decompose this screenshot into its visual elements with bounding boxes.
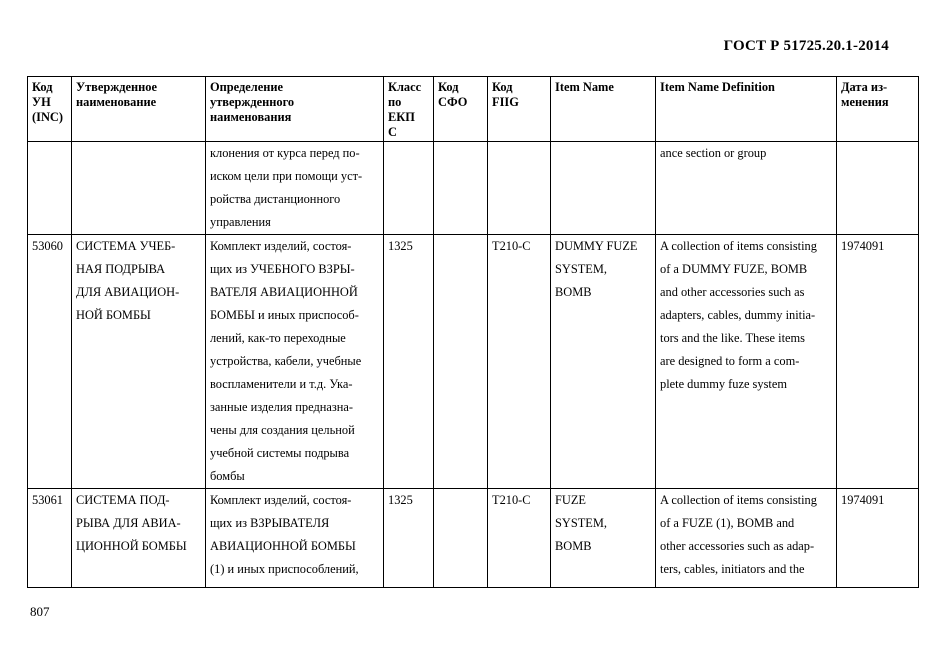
cell-fiig-code	[488, 142, 551, 235]
cell-item-name	[551, 142, 656, 235]
page-number: 807	[30, 604, 50, 619]
header-inc-code: Код УН (INC)	[28, 77, 72, 142]
header-name-definition-ru: Определение утвержденного наименования	[206, 77, 384, 142]
cell-inc-code	[28, 142, 72, 235]
cell-sfo-code	[434, 489, 488, 588]
cell-name-definition-ru: Комплект изделий, состоя- щих из УЧЕБНОГО ВЗРЫ- ВАТЕЛЯ АВИАЦИОННОЙ БОМБЫ и иных приспособ- лений, как-то переходные устройства, кабели, учебные воспламенители и т.д. Ука- занные изделия предназна- чены для создания цельной учебной системы подрыва бомбы	[206, 235, 384, 489]
cell-ekps-class: 1325	[384, 489, 434, 588]
header-item-name-definition: Item Name Definition	[656, 77, 837, 142]
cell-name-definition-ru: Комплект изделий, состоя- щих из ВЗРЫВАТЕЛЯ АВИАЦИОННОЙ БОМБЫ (1) и иных приспособлений,	[206, 489, 384, 588]
cell-fiig-code: T210-C	[488, 489, 551, 588]
cell-change-date: 1974091	[837, 235, 919, 489]
header-sfo-code: Код СФО	[434, 77, 488, 142]
header-ekps-class: Класс по ЕКП С	[384, 77, 434, 142]
cell-item-name-definition: A collection of items consisting of a FUZE (1), BOMB and other accessories such as adap- ters, cables, initiators and the	[656, 489, 837, 588]
cell-approved-name	[72, 142, 206, 235]
table-row	[28, 235, 919, 489]
document-standard-number: ГОСТ Р 51725.20.1-2014	[723, 38, 889, 54]
cell-change-date	[837, 142, 919, 235]
header-fiig-code: Код FIIG	[488, 77, 551, 142]
header-item-name: Item Name	[551, 77, 656, 142]
cell-item-name: DUMMY FUZE SYSTEM, BOMB	[551, 235, 656, 489]
cell-approved-name: СИСТЕМА ПОД- РЫВА ДЛЯ АВИА- ЦИОННОЙ БОМБЫ	[72, 489, 206, 588]
table-row	[28, 142, 919, 235]
classification-table	[27, 76, 919, 588]
header-change-date: Дата из- менения	[837, 77, 919, 142]
header-approved-name: Утвержденное наименование	[72, 77, 206, 142]
cell-name-definition-ru: клонения от курса перед по- иском цели при помощи уст- ройства дистанционного управления	[206, 142, 384, 235]
cell-item-name: FUZE SYSTEM, BOMB	[551, 489, 656, 588]
cell-ekps-class	[384, 142, 434, 235]
table-row	[28, 489, 919, 588]
cell-sfo-code	[434, 142, 488, 235]
cell-ekps-class: 1325	[384, 235, 434, 489]
cell-fiig-code: T210-C	[488, 235, 551, 489]
cell-inc-code: 53061	[28, 489, 72, 588]
cell-approved-name: СИСТЕМА УЧЕБ- НАЯ ПОДРЫВА ДЛЯ АВИАЦИОН- НОЙ БОМБЫ	[72, 235, 206, 489]
table-header-row	[28, 77, 919, 142]
cell-change-date: 1974091	[837, 489, 919, 588]
cell-item-name-definition: ance section or group	[656, 142, 837, 235]
cell-item-name-definition: A collection of items consisting of a DUMMY FUZE, BOMB and other accessories such as adapters, cables, dummy initia- tors and the like. These items are designed to form a com- plete dummy fuze system	[656, 235, 837, 489]
cell-sfo-code	[434, 235, 488, 489]
cell-inc-code: 53060	[28, 235, 72, 489]
